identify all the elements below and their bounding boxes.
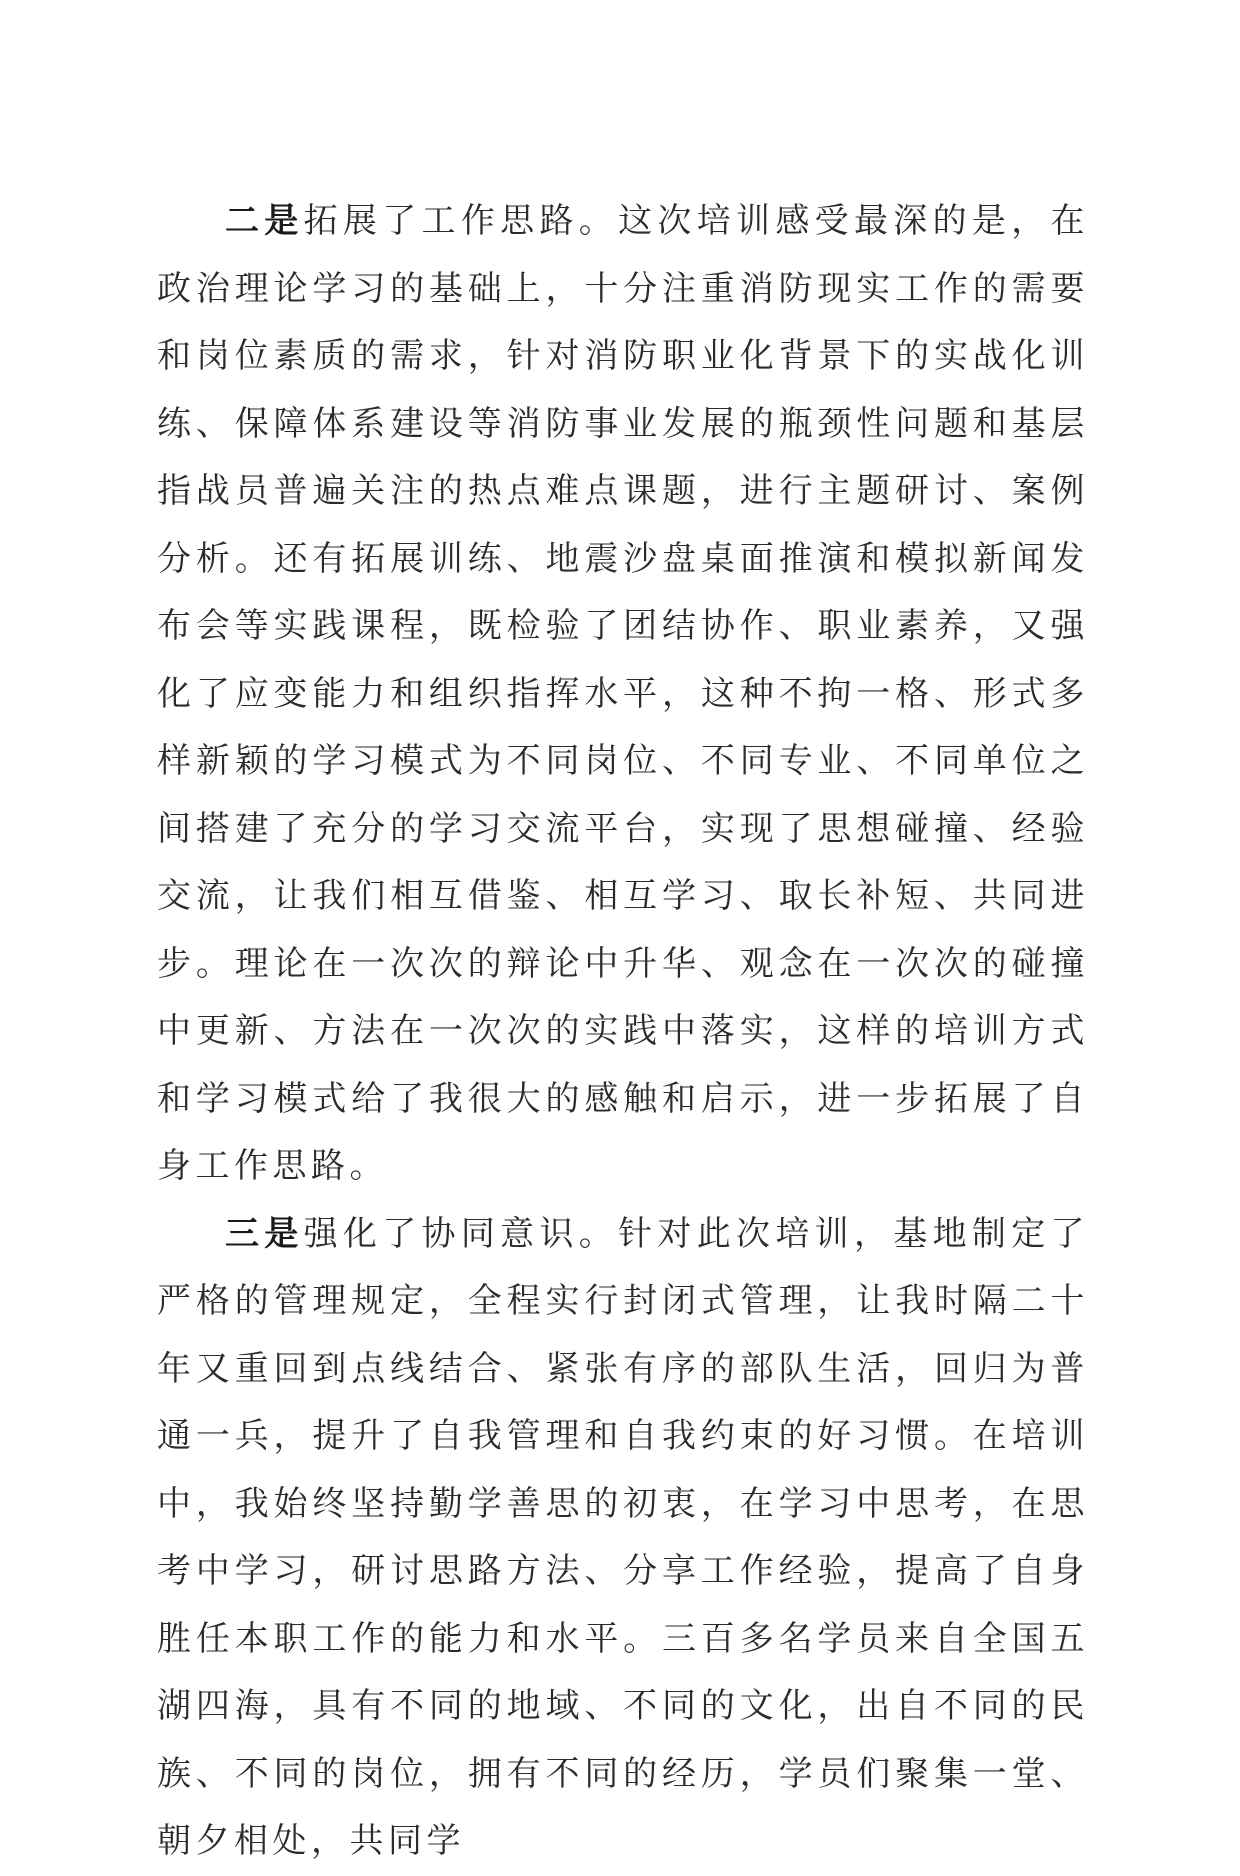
paragraph-text: 强化了协同意识。针对此次培训，基地制定了严格的管理规定，全程实行封闭式管理，让我时隔二十年又重回到点线结合、紧张有序的部队生活，回归为普通一兵，提升了自我管理和自我约束的好习惯。在培训中，我始终坚持勤学善思的初衷，在学习中思考，在思考中学习，研讨思路方法、分享工作经验，提高了自身胜任本职工作的能力和水平。三百多名学员来自全国五湖四海，具有不同的地域、不同的文化，出自不同的民族、不同的岗位，拥有不同的经历，学员们聚集一堂、朝夕相处，共同学 [157,1213,1090,1861]
paragraph-text: 拓展了工作思路。这次培训感受最深的是，在政治理论学习的基础上，十分注重消防现实工作的需要和岗位素质的需求，针对消防职业化背景下的实战化训练、保障体系建设等消防事业发展的瓶颈性问题和基层指战员普遍关注的热点难点课题，进行主题研讨、案例分析。还有拓展训练、地震沙盘桌面推演和模拟新闻发布会等实践课程，既检验了团结协作、职业素养，又强化了应变能力和组织指挥水平，这种不拘一格、形式多样新颖的学习模式为不同岗位、不同专业、不同单位之间搭建了充分的学习交流平台，实现了思想碰撞、经验交流，让我们相互借鉴、相互学习、取长补短、共同进步。理论在一次次的辩论中升华、观念在一次次的碰撞中更新、方法在一次次的实践中落实，这样的培训方式和学习模式给了我很大的感触和启示，进一步拓展了自身工作思路。 [157,201,1090,1186]
document-body [157,188,1089,1876]
paragraph-lead: 三是 [225,1213,304,1254]
paragraph-coordination [157,1201,1089,1876]
paragraph-work-thinking [157,188,1089,1201]
paragraph-lead: 二是 [225,201,304,241]
